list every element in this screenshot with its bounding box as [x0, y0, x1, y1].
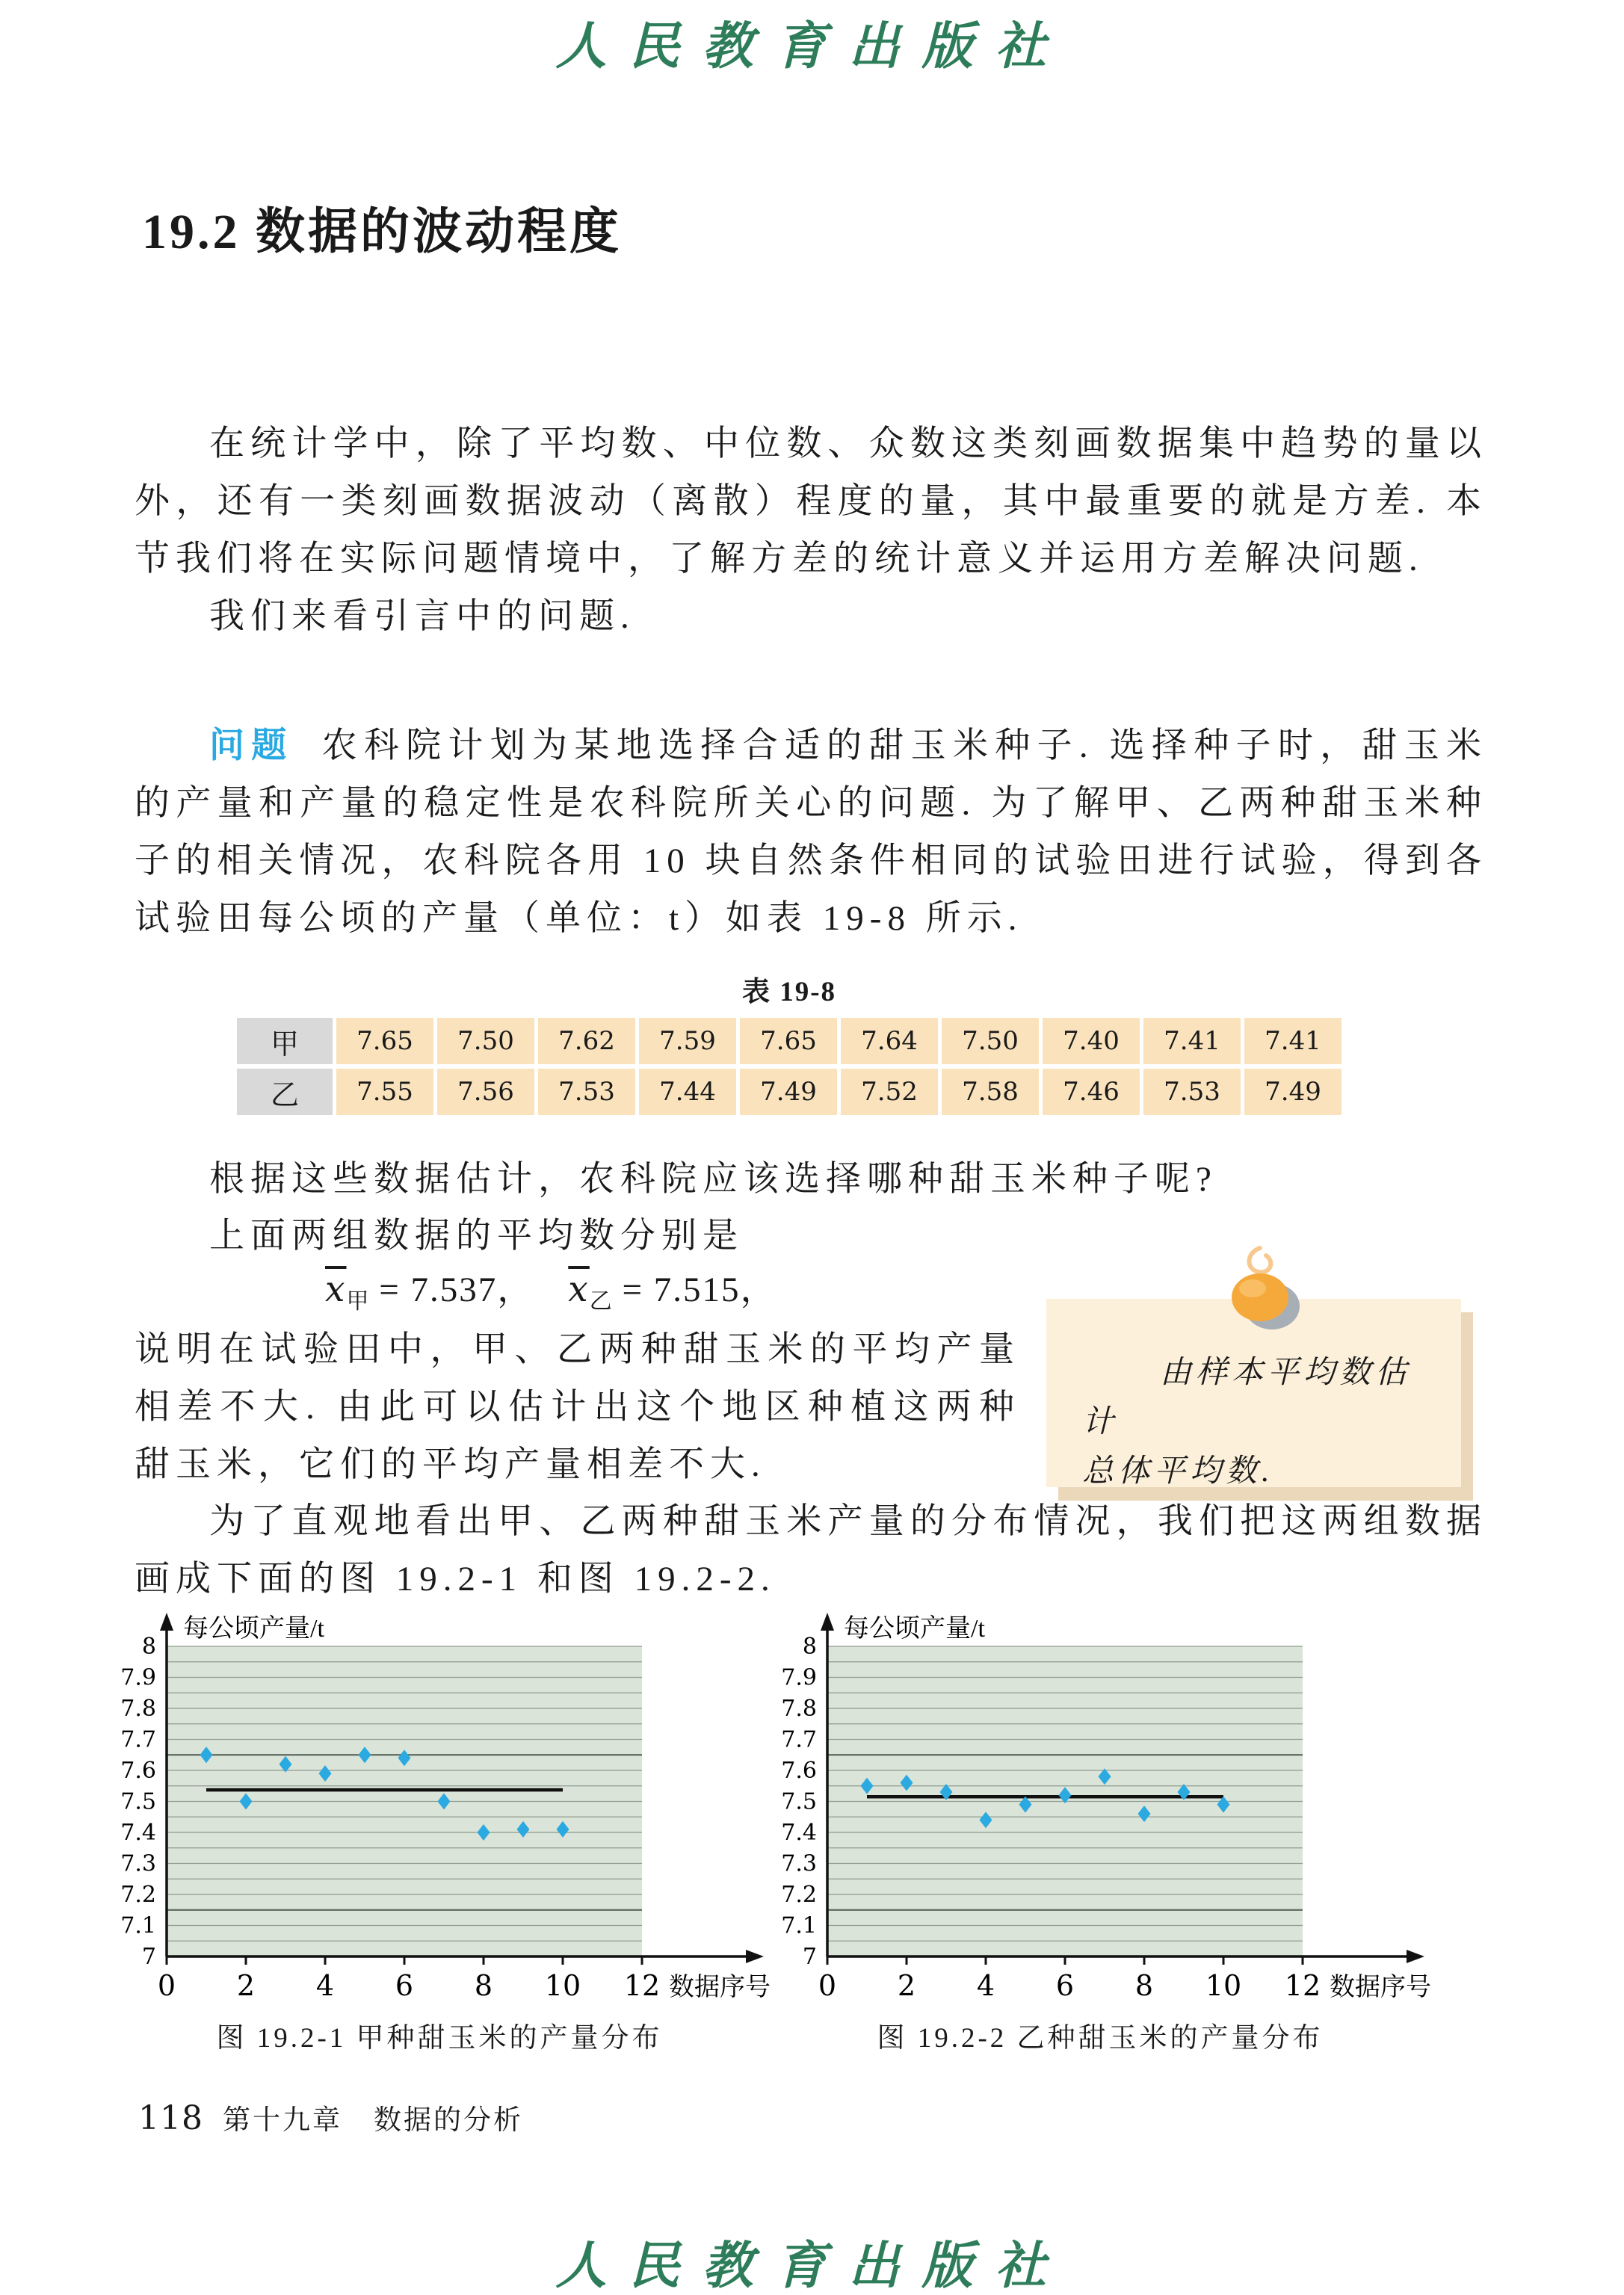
y-tick-label: 7.8: [781, 1696, 817, 1722]
x-axis-title: 数据序号: [669, 1974, 771, 2001]
y-tick-label: 7.4: [120, 1820, 156, 1846]
table-cell: 7.59: [639, 1018, 736, 1064]
table-cell: 7.49: [740, 1069, 837, 1115]
table-cell: 7.65: [740, 1018, 837, 1064]
y-tick-label: 8: [141, 1634, 156, 1660]
y-tick-label: 7.9: [781, 1664, 817, 1691]
chart-jia-caption: 图 19.2-1 甲种甜玉米的产量分布: [216, 2023, 663, 2054]
table-cell: 7.55: [336, 1069, 433, 1115]
y-tick-label: 7.6: [120, 1758, 156, 1784]
x-tick-label: 4: [315, 1969, 335, 2002]
page-number: 118: [138, 2099, 203, 2137]
x-axis-arrow: [1407, 1950, 1424, 1963]
x-tick-label: 8: [1134, 1969, 1154, 2002]
note-text-line2: 总体平均数.: [1082, 1454, 1274, 1489]
table-cell: 7.50: [942, 1018, 1039, 1064]
x-tick-label: 10: [1205, 1969, 1242, 2002]
y-tick-label: 7.2: [781, 1882, 817, 1908]
table-row-label: 甲: [237, 1018, 333, 1064]
chart-jia-distribution: [96, 1605, 783, 2024]
publisher-logo-header: 人民教育出版社: [555, 18, 1069, 75]
analysis-paragraph: 说明在试验田中，甲、乙两种甜玉米的平均产量相差不大. 由此可以估计出这个地区种植这两种甜玉米，它们的平均产量相差不大.: [135, 1330, 1020, 1484]
table-cell: 7.41: [1143, 1018, 1241, 1064]
x-tick-label: 0: [157, 1969, 176, 2002]
table-cell: 7.58: [942, 1069, 1039, 1115]
y-axis-title: 每公顷产量/t: [183, 1615, 324, 1643]
balloon-body: [1232, 1273, 1288, 1321]
chart-yi-distribution: [756, 1605, 1444, 2024]
table-cell: 7.46: [1043, 1069, 1140, 1115]
x-tick-label: 0: [818, 1969, 837, 2002]
data-table: [237, 1018, 1345, 1119]
table-cell: 7.64: [841, 1018, 938, 1064]
chapter-title: 数据的分析: [373, 2105, 523, 2136]
table-cell: 7.49: [1244, 1069, 1342, 1115]
mean-yi-value: = 7.515，: [611, 1270, 777, 1309]
balloon-string: [1249, 1248, 1271, 1272]
x-tick-label: 2: [236, 1969, 256, 2002]
intro-block: [135, 416, 1487, 646]
problem-paragraph: [135, 717, 1487, 948]
question-line: 根据这些数据估计，农科院应该选择哪种甜玉米种子呢?: [209, 1160, 1217, 1199]
y-axis-arrow: [821, 1613, 834, 1631]
xbar-jia-sub: 甲: [346, 1289, 369, 1314]
chart-yi-caption: 图 19.2-2 乙种甜玉米的产量分布: [877, 2023, 1324, 2054]
problem-label: 问题: [209, 726, 294, 765]
y-axis-title: 每公顷产量/t: [844, 1615, 985, 1643]
transition-paragraph: 为了直观地看出甲、乙两种甜玉米产量的分布情况，我们把这两组数据画成下面的图 19.2-1 和图 19.2-2.: [135, 1502, 1487, 1599]
means-formula: [135, 1261, 777, 1315]
y-tick-label: 7.7: [120, 1726, 156, 1753]
table-cell: 7.52: [841, 1069, 938, 1115]
xbar-yi: $\overline{x}$: [568, 1269, 590, 1310]
note-text: [1082, 1348, 1428, 1496]
intro-paragraph-2: 我们来看引言中的问题.: [209, 597, 635, 636]
y-tick-label: 8: [802, 1634, 817, 1660]
y-tick-label: 7.1: [120, 1912, 156, 1939]
y-tick-label: 7.4: [781, 1820, 817, 1846]
table-row: [237, 1018, 1345, 1064]
y-tick-label: 7: [141, 1944, 156, 1970]
table-cell: 7.65: [336, 1018, 433, 1064]
y-tick-label: 7.6: [781, 1758, 817, 1784]
x-axis-title: 数据序号: [1330, 1974, 1431, 2001]
x-tick-label: 2: [897, 1969, 916, 2002]
section-title: 19.2 数据的波动程度: [142, 205, 622, 259]
table-cell: 7.44: [639, 1069, 736, 1115]
x-tick-label: 6: [1055, 1969, 1075, 2002]
y-tick-label: 7.9: [120, 1664, 156, 1691]
chapter-number: 第十九章: [222, 2105, 342, 2136]
table-cell: 7.56: [437, 1069, 534, 1115]
xbar-jia: $\overline{x}$: [325, 1269, 347, 1310]
table-cell: 7.62: [538, 1018, 635, 1064]
table-row: [237, 1069, 1345, 1115]
table-cell: 7.40: [1043, 1018, 1140, 1064]
x-tick-label: 10: [544, 1969, 581, 2002]
table-cell: 7.50: [437, 1018, 534, 1064]
balloon-icon: [1188, 1244, 1330, 1341]
note-box: [1046, 1299, 1461, 1487]
x-tick-label: 6: [395, 1969, 414, 2002]
table-cell: 7.53: [538, 1069, 635, 1115]
table-cell: 7.53: [1143, 1069, 1241, 1115]
y-tick-label: 7.1: [781, 1912, 817, 1939]
x-tick-label: 8: [474, 1969, 493, 2002]
x-tick-label: 4: [976, 1969, 995, 2002]
intro-paragraph-1: 在统计学中，除了平均数、中位数、众数这类刻画数据集中趋势的量以外，还有一类刻画数据波动（离散）程度的量，其中最重要的就是方差. 本节我们将在实际问题情境中，了解方差的统计意义并运用方差解决问题.: [135, 424, 1487, 578]
y-tick-label: 7.8: [120, 1696, 156, 1722]
note-text-line1: 由样本平均数估计: [1082, 1356, 1412, 1439]
leadin-line: 上面两组数据的平均数分别是: [209, 1217, 744, 1255]
footer: [138, 2097, 523, 2137]
table-row-label: 乙: [237, 1069, 333, 1115]
y-tick-label: 7.3: [781, 1850, 817, 1877]
y-tick-label: 7.5: [120, 1788, 156, 1815]
y-tick-label: 7: [802, 1944, 817, 1970]
y-tick-label: 7.2: [120, 1882, 156, 1908]
balloon-highlight: [1239, 1279, 1266, 1297]
table-title: 表 19-8: [741, 977, 837, 1007]
note-box-card: [1046, 1299, 1461, 1487]
x-tick-label: 12: [1284, 1969, 1321, 2002]
mean-jia-value: = 7.537，: [368, 1270, 534, 1309]
problem-body: 农科院计划为某地选择合适的甜玉米种子. 选择种子时，甜玉米的产量和产量的稳定性是农科院所关心的问题. 为了解甲、乙两种甜玉米种子的相关情况，农科院各用 10 块自然条件相同的试验田进行试验，得到各试验田每公顷的产量（单位：t）如表 19-8 所示.: [135, 726, 1488, 938]
y-tick-label: 7.5: [781, 1788, 817, 1815]
y-tick-label: 7.7: [781, 1726, 817, 1753]
xbar-yi-sub: 乙: [589, 1289, 612, 1314]
table-cell: 7.41: [1244, 1018, 1342, 1064]
x-tick-label: 12: [623, 1969, 661, 2002]
y-axis-arrow: [160, 1613, 173, 1631]
y-tick-label: 7.3: [120, 1850, 156, 1877]
publisher-logo-footer: 人民教育出版社: [555, 2237, 1069, 2294]
